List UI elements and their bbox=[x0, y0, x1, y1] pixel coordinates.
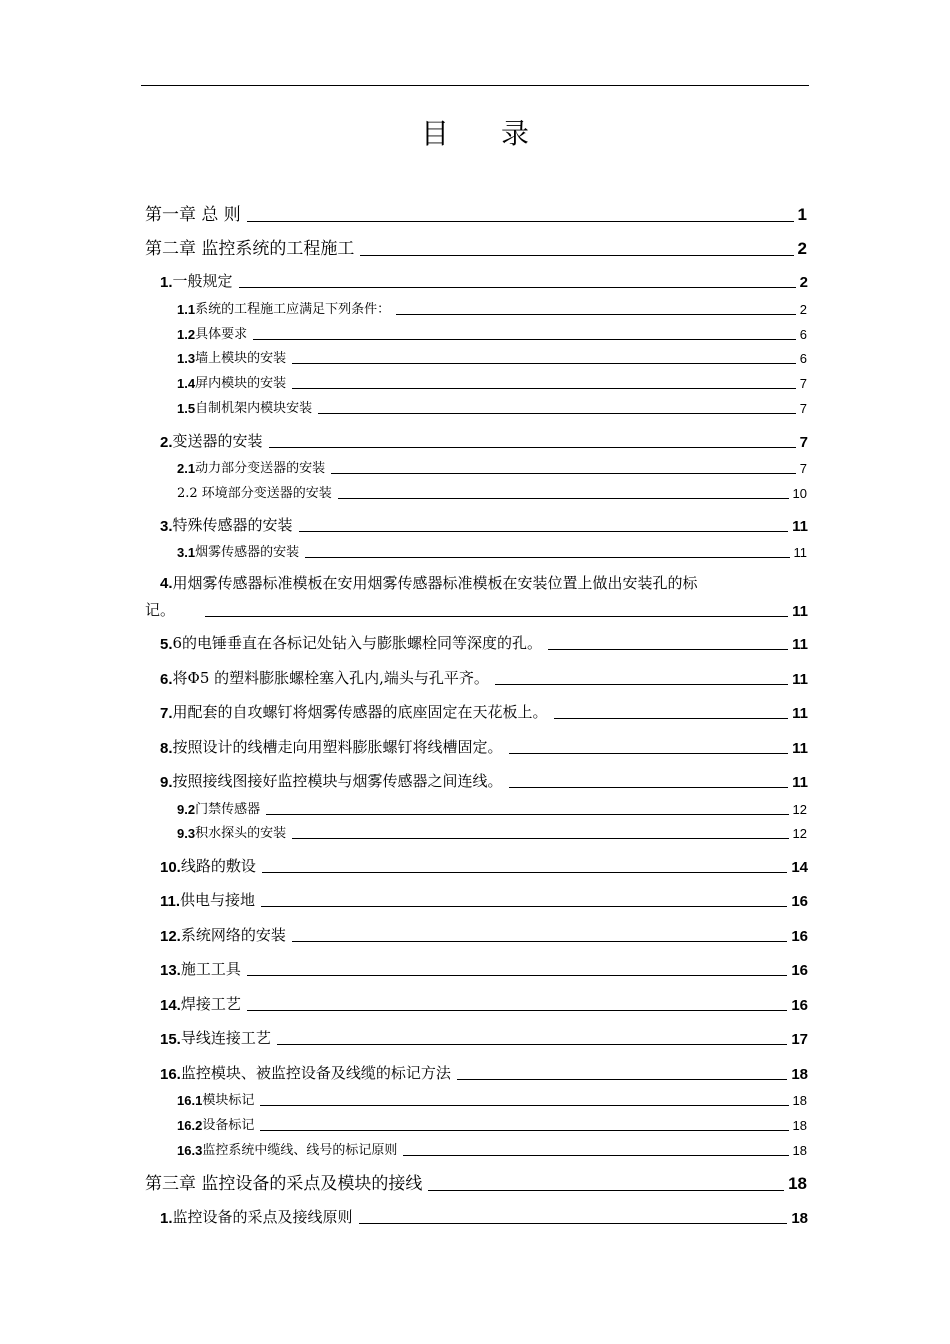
page-number: 16 bbox=[791, 893, 808, 910]
toc-entry[interactable] bbox=[177, 798, 807, 817]
entry-text: 系统网络的安装 bbox=[180, 926, 286, 944]
entry-number: 16. bbox=[160, 1066, 181, 1083]
entry-number: 7. bbox=[160, 705, 173, 722]
page-number: 11 bbox=[792, 740, 808, 757]
leader-line bbox=[495, 684, 788, 685]
entry-number: 8. bbox=[160, 740, 173, 757]
entry-number: 13. bbox=[160, 962, 181, 979]
entry-text: 自制机架内模块安装 bbox=[195, 401, 313, 416]
entry-text: 2.2 环境部分变送器的安装 bbox=[177, 486, 332, 501]
toc-entry[interactable] bbox=[160, 924, 808, 945]
page-number: 18 bbox=[791, 1210, 808, 1227]
page-number: 16 bbox=[791, 928, 808, 945]
page-number: 12 bbox=[792, 802, 807, 817]
entry-number: 3. bbox=[160, 518, 173, 535]
page-number: 10 bbox=[792, 486, 807, 501]
entry-number: 9.3 bbox=[177, 826, 196, 841]
leader-line bbox=[318, 413, 796, 414]
toc-entry[interactable] bbox=[160, 1062, 808, 1083]
leader-line bbox=[292, 838, 788, 839]
leader-line bbox=[266, 814, 788, 815]
page-number: 11 bbox=[793, 545, 807, 560]
leader-line bbox=[331, 473, 796, 474]
leader-line bbox=[403, 1155, 788, 1156]
page-number: 11 bbox=[792, 603, 808, 620]
toc-entry[interactable] bbox=[177, 323, 807, 342]
entry-number: 1.1 bbox=[177, 302, 196, 317]
toc-entry[interactable] bbox=[160, 993, 808, 1014]
entry-number: 11. bbox=[160, 893, 181, 910]
entry-text: 监控系统中缆线、线号的标记原则 bbox=[202, 1143, 398, 1158]
leader-line bbox=[428, 1190, 784, 1191]
entry-text: 导线连接工艺 bbox=[180, 1029, 271, 1047]
entry-text: 墙上模块的安装 bbox=[195, 351, 287, 366]
entry-text: 变送器的安装 bbox=[172, 432, 263, 450]
toc-entry[interactable] bbox=[177, 482, 807, 501]
page-number: 12 bbox=[792, 826, 807, 841]
entry-text: 监控模块、被监控设备及线缆的标记方法 bbox=[180, 1064, 451, 1082]
entry-text: 积水探头的安装 bbox=[195, 826, 287, 841]
leader-line bbox=[396, 314, 796, 315]
toc-entry[interactable] bbox=[177, 397, 807, 416]
entry-text: 烟雾传感器的安装 bbox=[195, 545, 300, 560]
leader-line bbox=[457, 1079, 787, 1080]
page-number: 18 bbox=[791, 1066, 808, 1083]
toc-entry[interactable] bbox=[177, 347, 807, 366]
page-number: 17 bbox=[791, 1031, 808, 1048]
entry-text: 具体要求 bbox=[195, 327, 248, 342]
entry-number: 1.3 bbox=[177, 351, 196, 366]
page-number: 7 bbox=[799, 401, 807, 416]
toc-entry[interactable] bbox=[160, 514, 808, 535]
entry-text: 6的电锤垂直在各标记处钻入与膨胀螺栓同等深度的孔。 bbox=[172, 634, 543, 652]
toc-entry[interactable] bbox=[177, 1139, 807, 1158]
page-number: 18 bbox=[792, 1093, 807, 1108]
toc-entry[interactable] bbox=[160, 667, 808, 688]
leader-line bbox=[292, 941, 787, 942]
page-number: 6 bbox=[799, 351, 807, 366]
entry-text: 施工工具 bbox=[180, 960, 241, 978]
page-number: 18 bbox=[792, 1118, 807, 1133]
entry-text: 监控设备的采点及接线原则 bbox=[172, 1208, 353, 1226]
leader-line bbox=[359, 1223, 788, 1224]
entry-number: 15. bbox=[160, 1031, 181, 1048]
toc-entry[interactable] bbox=[177, 457, 807, 476]
entry-text: 设备标记 bbox=[202, 1118, 255, 1133]
leader-line bbox=[292, 388, 796, 389]
entry-text: 第二章 监控系统的工程施工 bbox=[145, 239, 355, 259]
toc-entry[interactable] bbox=[160, 701, 808, 722]
entry-text: 线路的敷设 bbox=[180, 857, 256, 875]
entry-text-continued: 记。 bbox=[145, 601, 176, 619]
entry-number: 1. bbox=[160, 274, 173, 291]
toc-entry[interactable] bbox=[160, 1206, 808, 1227]
toc-entry[interactable] bbox=[177, 372, 807, 391]
entry-text: 第三章 监控设备的采点及模块的接线 bbox=[145, 1174, 423, 1194]
leader-line bbox=[554, 718, 789, 719]
toc-entry[interactable] bbox=[160, 270, 808, 291]
page-number: 1 bbox=[797, 205, 807, 224]
page-number: 18 bbox=[792, 1143, 807, 1158]
leader-line bbox=[305, 557, 789, 558]
toc-entry[interactable] bbox=[160, 736, 808, 757]
page-number: 2 bbox=[799, 302, 807, 317]
entry-number: 2. bbox=[160, 434, 173, 451]
page-number: 7 bbox=[799, 376, 807, 391]
leader-line bbox=[247, 975, 787, 976]
entry-number: 16.3 bbox=[177, 1143, 203, 1158]
toc-entry[interactable] bbox=[177, 541, 807, 560]
page-number: 11 bbox=[792, 705, 808, 722]
toc-entry[interactable] bbox=[160, 1027, 808, 1048]
title-char-1: 目 bbox=[420, 117, 449, 150]
entry-number: 16.1 bbox=[177, 1093, 203, 1108]
leader-line bbox=[261, 906, 787, 907]
leader-line bbox=[360, 255, 793, 256]
leader-line bbox=[548, 649, 788, 650]
page-number: 2 bbox=[797, 239, 807, 258]
entry-number: 14. bbox=[160, 997, 181, 1014]
leader-line bbox=[260, 1105, 788, 1106]
toc-entry[interactable] bbox=[177, 822, 807, 841]
toc-entry[interactable] bbox=[160, 430, 808, 451]
entry-number: 6. bbox=[160, 671, 173, 688]
page-number: 11 bbox=[792, 774, 808, 791]
entry-text: 按照设计的线槽走向用塑料膨胀螺钉将线槽固定。 bbox=[172, 738, 503, 756]
page-number: 18 bbox=[788, 1174, 807, 1193]
page-number: 6 bbox=[799, 327, 807, 342]
entry-text: 第一章 总 则 bbox=[145, 205, 241, 225]
leader-line bbox=[247, 1010, 787, 1011]
page-number: 7 bbox=[799, 461, 807, 476]
leader-line bbox=[509, 787, 789, 788]
toc-entry[interactable] bbox=[160, 632, 808, 653]
toc-entry[interactable] bbox=[177, 1089, 807, 1108]
toc-entry-chapter-1[interactable] bbox=[145, 200, 807, 225]
entry-text: 模块标记 bbox=[202, 1093, 255, 1108]
entry-text: 系统的工程施工应满足下列条件： bbox=[195, 302, 391, 317]
toc-entry[interactable] bbox=[160, 958, 808, 979]
page-number: 11 bbox=[792, 671, 808, 688]
entry-number: 3.1 bbox=[177, 545, 196, 560]
leader-line bbox=[247, 221, 794, 222]
toc-entry-chapter-3[interactable] bbox=[145, 1169, 807, 1194]
toc-entry[interactable] bbox=[177, 1114, 807, 1133]
toc-entry[interactable] bbox=[160, 889, 808, 910]
entry-text: 用烟雾传感器标准模板在安用烟雾传感器标准模板在安装位置上做出安装孔的标 bbox=[172, 574, 698, 592]
entry-number: 9.2 bbox=[177, 802, 196, 817]
entry-number: 1. bbox=[160, 1210, 173, 1227]
leader-line bbox=[205, 616, 788, 617]
page-number: 16 bbox=[791, 997, 808, 1014]
entry-number: 1.5 bbox=[177, 401, 196, 416]
entry-number: 2.1 bbox=[177, 461, 196, 476]
entry-number: 4. bbox=[160, 575, 173, 592]
entry-number: 10. bbox=[160, 859, 181, 876]
page-number: 14 bbox=[791, 859, 808, 876]
leader-line bbox=[269, 447, 796, 448]
leader-line bbox=[338, 498, 789, 499]
toc-entry[interactable] bbox=[177, 298, 807, 317]
leader-line bbox=[253, 339, 796, 340]
leader-line bbox=[239, 287, 796, 288]
entry-text: 门禁传感器 bbox=[195, 802, 261, 817]
toc-entry[interactable] bbox=[160, 770, 808, 791]
leader-line bbox=[292, 363, 796, 364]
leader-line bbox=[277, 1044, 787, 1045]
entry-text: 焊接工艺 bbox=[180, 995, 241, 1013]
entry-number: 1.4 bbox=[177, 376, 196, 391]
toc-entry[interactable] bbox=[160, 855, 808, 876]
entry-text: 将Φ5 的塑料膨胀螺栓塞入孔内,端头与孔平齐。 bbox=[172, 669, 489, 687]
leader-line bbox=[260, 1130, 788, 1131]
page-number: 11 bbox=[792, 636, 808, 653]
leader-line bbox=[299, 531, 789, 532]
leader-line bbox=[262, 872, 787, 873]
entry-text: 用配套的自攻螺钉将烟雾传感器的底座固定在天花板上。 bbox=[172, 703, 548, 721]
toc-title bbox=[0, 112, 950, 152]
leader-line bbox=[509, 753, 789, 754]
entry-text: 按照接线图接好监控模块与烟雾传感器之间连线。 bbox=[172, 772, 503, 790]
entry-number: 16.2 bbox=[177, 1118, 203, 1133]
entry-number: 1.2 bbox=[177, 327, 196, 342]
entry-number: 12. bbox=[160, 928, 181, 945]
page-number: 11 bbox=[792, 518, 808, 535]
entry-text: 动力部分变送器的安装 bbox=[195, 461, 326, 476]
title-char-2: 录 bbox=[501, 117, 530, 150]
entry-text: 特殊传感器的安装 bbox=[172, 516, 293, 534]
page-number: 16 bbox=[791, 962, 808, 979]
toc-entry-multiline[interactable] bbox=[145, 572, 808, 620]
entry-text: 屏内模块的安装 bbox=[195, 376, 287, 391]
page-number: 7 bbox=[799, 434, 808, 451]
entry-text: 一般规定 bbox=[172, 272, 233, 290]
entry-number: 5. bbox=[160, 636, 173, 653]
page-number: 2 bbox=[799, 274, 808, 291]
entry-number: 9. bbox=[160, 774, 173, 791]
toc-entry-chapter-2[interactable] bbox=[145, 234, 807, 259]
header-rule bbox=[141, 85, 809, 86]
entry-text: 供电与接地 bbox=[180, 891, 256, 909]
